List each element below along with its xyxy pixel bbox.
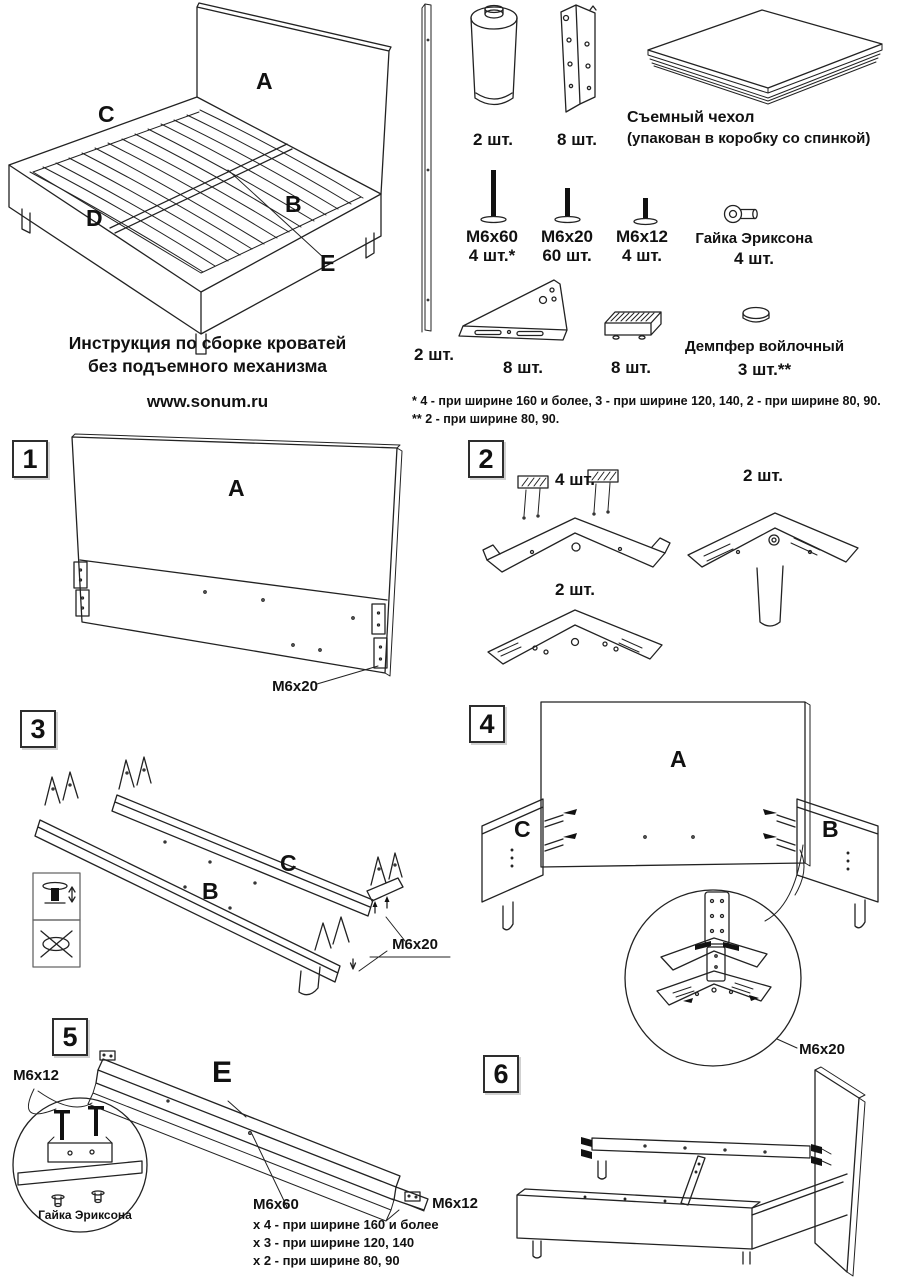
- step-4-number: 4: [469, 705, 505, 743]
- erikson-nut-lines: [725, 206, 758, 223]
- step1-label-a: A: [228, 475, 245, 501]
- leg-part-lines: [471, 6, 517, 105]
- erikson-nut-name: Гайка Эриксона: [695, 230, 813, 247]
- step-6-number: 6: [483, 1055, 519, 1093]
- step1-screw-label: M6x20: [272, 678, 318, 695]
- block-part-lines: [605, 312, 661, 339]
- doc-title-line2: без подъемного механизма: [87, 356, 328, 376]
- step4-label-b: B: [822, 816, 839, 842]
- bracket-part-lines: [459, 280, 567, 340]
- step4-label-a: A: [670, 746, 687, 772]
- m6x12-name: M6x12: [616, 227, 668, 246]
- m6x20-qty: 60 шт.: [542, 246, 592, 265]
- step2-drawing: [480, 452, 895, 692]
- m6x12-qty: 4 шт.: [622, 246, 662, 265]
- step4-screw-label: M6x20: [799, 1041, 845, 1058]
- step5-nut-label: Гайка Эриксона: [38, 1208, 132, 1222]
- bracket-part-drawing: [455, 274, 595, 348]
- step3-lines: [33, 757, 450, 995]
- center-beam-part-lines: [422, 4, 431, 332]
- step1-lines: [72, 434, 402, 684]
- step5-label-e: E: [212, 1056, 233, 1089]
- step5-option-1: x 4 - при ширине 160 и более: [253, 1217, 439, 1232]
- step5-screw-left-label: M6x12: [13, 1067, 59, 1084]
- damper-qty: 3 шт.**: [737, 360, 792, 379]
- screw-m6x12-icon: [630, 198, 661, 228]
- doc-title-line1: Инструкция по сборке кроватей: [68, 333, 347, 353]
- erikson-nut-icon: [722, 202, 762, 226]
- center-beam-part-drawing: [420, 0, 438, 340]
- step6-lines: [517, 1067, 865, 1276]
- leg-part-drawing: [465, 2, 523, 116]
- website-url: www.sonum.ru: [146, 392, 269, 411]
- cover-name: Съемный чехол: [627, 109, 755, 126]
- overview-label-d: D: [86, 205, 103, 231]
- corner-angle-part-lines: [561, 5, 596, 112]
- m6x60-name: M6x60: [466, 227, 518, 246]
- step5-option-3: x 2 - при ширине 80, 90: [253, 1253, 400, 1268]
- overview-label-c: C: [98, 101, 115, 127]
- bracket-qty: 8 шт.: [503, 358, 543, 377]
- step3-drawing: [15, 745, 455, 997]
- overview-label-a: A: [256, 68, 273, 94]
- cover-part-drawing: [640, 4, 890, 116]
- overview-label-b: B: [285, 191, 302, 217]
- adjustable-leg-icon: [33, 873, 80, 920]
- cover-note: (упакован в коробку со спинкой): [627, 130, 871, 147]
- step6-drawing: [465, 1045, 900, 1280]
- step3-screw-label: M6x20: [392, 936, 438, 953]
- no-unscrew-icon: [33, 920, 80, 967]
- bed-overview-drawing: [0, 0, 420, 345]
- cover-part-lines: [648, 10, 882, 104]
- step2-qty-legs: 2 шт.: [743, 466, 783, 485]
- step3-label-b: B: [202, 878, 219, 904]
- step-1-number: 1: [12, 440, 48, 478]
- corner-angle-part-drawing: [549, 2, 601, 116]
- step5-option-2: x 3 - при ширине 120, 140: [253, 1235, 415, 1250]
- step2-qty-blocks: 4 шт.: [555, 470, 595, 489]
- bed-overview-lines: [9, 3, 391, 354]
- screw-m6x20-icon: [552, 188, 583, 226]
- step1-drawing: [55, 432, 455, 702]
- overview-label-e: E: [320, 250, 336, 276]
- step2-lines: [483, 470, 858, 664]
- step-2-number: 2: [468, 440, 504, 478]
- footnote-1: * 4 - при ширине 160 и более, 3 - при ширине 120, 140, 2 - при ширине 80, 90.: [412, 394, 881, 408]
- step4-label-c: C: [514, 816, 531, 842]
- erikson-nut-qty: 4 шт.: [734, 249, 774, 268]
- block-qty: 8 шт.: [611, 358, 651, 377]
- m6x20-name: M6x20: [541, 227, 593, 246]
- leg-qty: 2 шт.: [473, 130, 513, 149]
- step2-qty-plates: 2 шт.: [555, 580, 595, 599]
- step3-label-c: C: [280, 850, 297, 876]
- m6x60-qty: 4 шт.*: [468, 246, 516, 265]
- screw-m6x60-icon: [478, 170, 509, 226]
- step5-screw-right-label: M6x12: [432, 1195, 478, 1212]
- step-5-number: 5: [52, 1018, 88, 1056]
- block-part-drawing: [598, 308, 668, 344]
- step5-screw-center-label: M6x60: [253, 1196, 299, 1213]
- damper-part-lines: [743, 308, 769, 323]
- damper-part-drawing: [740, 306, 774, 328]
- center-beam-qty: 2 шт.: [414, 345, 454, 364]
- step-3-number: 3: [20, 710, 56, 748]
- footnote-2: ** 2 - при ширине 80, 90.: [412, 412, 560, 426]
- corner-angle-qty: 8 шт.: [557, 130, 597, 149]
- damper-name: Демпфер войлочный: [684, 338, 845, 355]
